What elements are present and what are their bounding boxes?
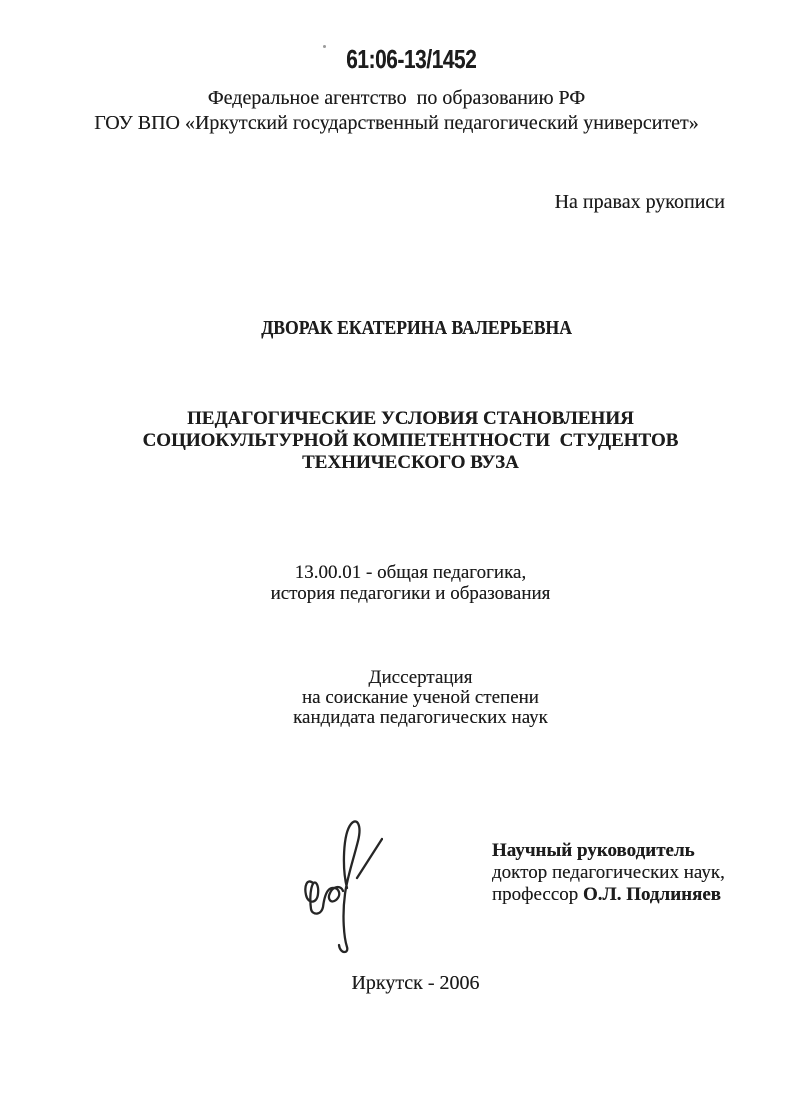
signature-letters-stroke <box>305 881 343 913</box>
thesis-line: Диссертация <box>368 667 473 688</box>
title-line: СОЦИОКУЛЬТУРНОЙ КОМПЕТЕНТНОСТИ СТУДЕНТОВ <box>142 430 679 451</box>
specialty-line: 13.00.01 - общая педагогика, <box>294 562 527 583</box>
supervisor-name: О.Л. Подлиняев <box>583 884 722 905</box>
agency-name: Федеральное агентство по образованию РФ <box>207 87 586 109</box>
supervisor-degree: доктор педагогических наук, <box>492 862 725 883</box>
signature-slash-stroke <box>357 839 382 878</box>
dissertation-title <box>0 408 793 474</box>
author-name-text: ДВОРАК ЕКАТЕРИНА ВАЛЕРЬЕВНА <box>261 317 572 339</box>
specialty-code <box>0 562 793 604</box>
thesis-line: кандидата педагогических наук <box>293 707 548 728</box>
accession-number: 61:06-13/1452 <box>346 44 477 74</box>
title-line: ПЕДАГОГИЧЕСКИЕ УСЛОВИЯ СТАНОВЛЕНИЯ <box>187 408 634 429</box>
signature-loop-stroke <box>339 821 359 952</box>
supervisor-block <box>492 840 725 906</box>
specialty-line: история педагогики и образования <box>270 583 551 604</box>
university-name: ГОУ ВПО «Иркутский государственный педагогический университет» <box>94 112 699 134</box>
author-name <box>0 317 793 340</box>
signature <box>301 816 383 956</box>
supervisor-name-line <box>492 884 725 906</box>
title-line: ТЕХНИЧЕСКОГО ВУЗА <box>302 452 519 473</box>
manuscript-note: На правах рукописи <box>554 191 725 213</box>
thesis-statement <box>0 668 793 728</box>
city-year: Иркутск - 2006 <box>351 972 480 994</box>
supervisor-heading: Научный руководитель <box>492 840 695 861</box>
supervisor-title-prefix: профессор <box>492 884 579 905</box>
accession-stamp <box>0 44 793 75</box>
institution-header <box>0 86 793 136</box>
thesis-line: на соискание ученой степени <box>302 687 539 708</box>
